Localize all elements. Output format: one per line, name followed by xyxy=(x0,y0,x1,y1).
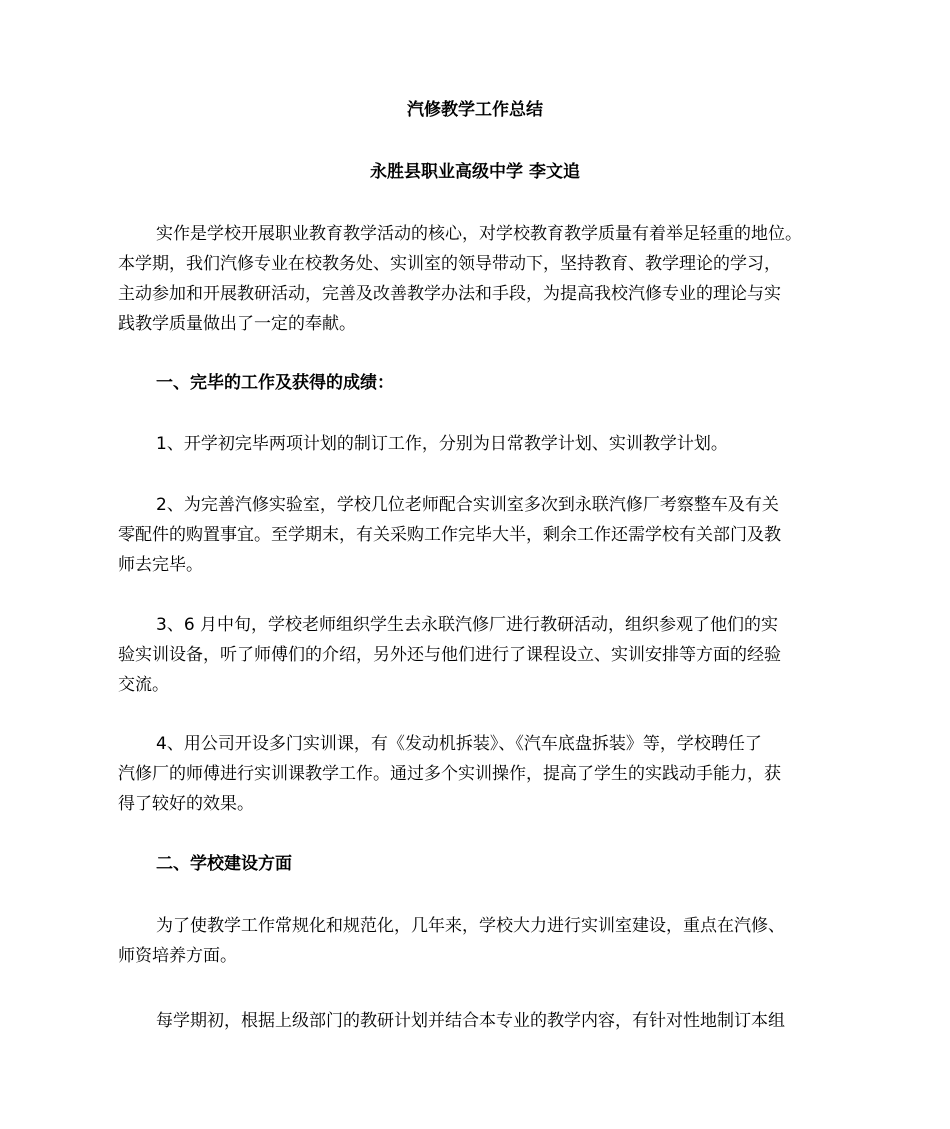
item-3-paragraph xyxy=(118,610,838,700)
item-2-line: 2、为完善汽修实验室，学校几位老师配合实训室多次到永联汽修厂考察整车及有关 xyxy=(156,495,779,515)
item-4-paragraph xyxy=(118,729,838,819)
item-1-paragraph xyxy=(118,429,838,459)
item-4-line: 得了较好的效果。 xyxy=(118,794,254,814)
item-4-line: 4、用公司开设多门实训课，有《发动机拆装》、《汽车底盘拆装》等，学校聘任了 xyxy=(156,734,762,754)
intro-line: 践教学质量做出了一定的奉献。 xyxy=(118,314,356,334)
item-2-line: 零配件的购置事宜。至学期末，有关采购工作完毕大半，剩余工作还需学校有关部门及教 xyxy=(118,525,781,545)
paragraph-line: 每学期初，根据上级部门的教研计划并结合本专业的教学内容，有针对性地制订本组 xyxy=(156,1011,785,1031)
section-heading-2: 二、学校建设方面 xyxy=(156,854,292,874)
school-building-paragraph xyxy=(118,911,838,971)
item-2-paragraph xyxy=(118,490,838,580)
item-3-line: 交流。 xyxy=(118,675,169,695)
intro-line: 主动参加和开展教研活动，完善及改善教学办法和手段，为提高我校汽修专业的理论与实 xyxy=(118,284,781,304)
semester-plan-paragraph xyxy=(118,1006,838,1036)
paragraph-line: 师资培养方面。 xyxy=(118,946,237,966)
author-line: 永胜县职业高级中学 李文追 xyxy=(370,162,580,182)
paragraph-line: 为了使教学工作常规化和规范化，几年来，学校大力进行实训室建设，重点在汽修、 xyxy=(156,916,785,936)
item-1-line: 1、开学初完毕两项计划的制订工作，分别为日常教学计划、实训教学计划。 xyxy=(156,434,728,454)
document-title: 汽修教学工作总结 xyxy=(407,100,543,120)
section-heading-1: 一、完毕的工作及获得的成绩： xyxy=(156,373,394,393)
item-4-line: 汽修厂的师傅进行实训课教学工作。通过多个实训操作，提高了学生的实践动手能力，获 xyxy=(118,764,781,784)
item-3-line: 验实训设备，听了师傅们的介绍，另外还与他们进行了课程设立、实训安排等方面的经验 xyxy=(118,645,781,665)
item-3-line: 3、6 月中旬，学校老师组织学生去永联汽修厂进行教研活动，组织参观了他们的实 xyxy=(156,615,779,635)
intro-line: 本学期，我们汽修专业在校教务处、实训室的领导带动下，坚持教育、教学理论的学习， xyxy=(118,254,781,274)
intro-paragraph xyxy=(118,219,838,339)
intro-line: 实作是学校开展职业教育教学活动的核心，对学校教育教学质量有着举足轻重的地位。 xyxy=(156,224,802,244)
item-2-line: 师去完毕。 xyxy=(118,555,203,575)
